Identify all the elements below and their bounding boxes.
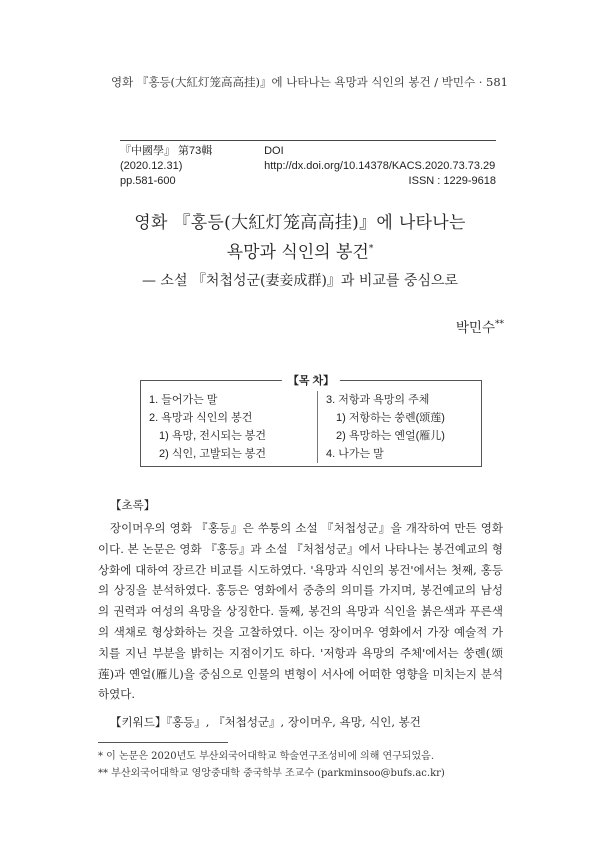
- toc-item: 2. 욕망과 식인의 봉건: [149, 412, 253, 424]
- toc-subitem: 1) 저항하는 쑹롄(颂莲): [336, 412, 445, 424]
- toc-subitem: 2) 욕망하는 옌얼(雁儿): [336, 430, 445, 442]
- journal-info: 『中國學』 第73輯 (2020.12.31): [120, 145, 213, 172]
- doi-link[interactable]: DOI http://dx.doi.org/10.14378/KACS.2020.73.73.29: [264, 145, 496, 172]
- footnote-1: * 이 논문은 2020년도 부산외국어대학교 학술연구조성비에 의해 연구되었음.: [98, 751, 435, 762]
- title-line-2: [0, 236, 600, 266]
- paper-title: [0, 210, 600, 292]
- footnote-2: ** 부산외국어대학교 영앙중대학 중국학부 조교수 (parkminsoo@bufs.ac.kr): [98, 768, 445, 779]
- footnotes: [98, 748, 445, 782]
- toc-left-column: [149, 391, 307, 463]
- table-of-contents: [140, 375, 482, 467]
- toc-item: 3. 저항과 욕망의 주체: [326, 394, 430, 406]
- article-metadata: [120, 140, 496, 189]
- toc-item: 4. 나가는 말: [326, 448, 384, 460]
- author-name: 박민수: [455, 320, 495, 336]
- title-line-1: 영화 『홍등(大紅灯笼高高挂)』에 나타나는: [134, 213, 466, 233]
- toc-item: 1. 들어가는 말: [149, 394, 218, 406]
- issn: ISSN : 1229-9618: [408, 175, 496, 187]
- keywords: 【키워드】『홍등』, 『처첩성군』, 장이머우, 욕망, 식인, 봉건: [110, 715, 421, 729]
- toc-right-column: [317, 391, 486, 463]
- toc-label: 【목 차】: [282, 372, 340, 388]
- toc-subitem: 1) 욕망, 전시되는 봉건: [159, 430, 267, 442]
- page-range: pp.581-600: [120, 175, 176, 187]
- footnote-divider: [98, 742, 228, 743]
- paper-subtitle: — 소설 『처첩성군(妻妾成群)』과 비교를 중심으로: [141, 272, 459, 289]
- abstract-body: 장이머우의 영화 『홍등』은 쑤퉁의 소설 『처첩성군』을 개작하여 만든 영화이다. 본 논문은 영화 『홍등』과 소설 『처첩성군』에서 나타나는 봉건예교의 형상화에 대하여 장르간 비교를 시도하였다. '욕망과 식인의 봉건'에서는 첫째, 홍등의 상징을 분석하였다. 홍등은 영화에서 중층의 의미를 가지며, 봉건예교의 남성의 권력과 여성의 욕망을 상징한다. 둘째, 봉건의 욕망과 식인을 붉은색과 푸른색의 색채로 형상화하는 것을 고찰하였다. 이는 장이머우 영화에서 가장 예술적 가치를 지닌 부분을 밝히는 지점이기도 하다. '저항과 욕망의 주체'에서는 쑹롄(颂莲)과 옌얼(雁儿)을 중심으로 인물의 변형이 서사에 어떠한 영향을 미치는지 분석하였다.: [98, 521, 503, 702]
- author: [456, 316, 504, 336]
- toc-subitem: 2) 식인, 고발되는 봉건: [159, 448, 267, 460]
- running-head: 영화 『홍등(大紅灯笼高高挂)』에 나타나는 욕망과 식인의 봉건 / 박민수 · 581: [110, 75, 508, 89]
- title-footnote-mark: *: [368, 244, 374, 254]
- title-line-2-text: 욕망과 식인의 봉건: [226, 242, 369, 263]
- abstract-heading: 【초록】: [110, 498, 156, 512]
- author-footnote-mark: **: [495, 319, 504, 330]
